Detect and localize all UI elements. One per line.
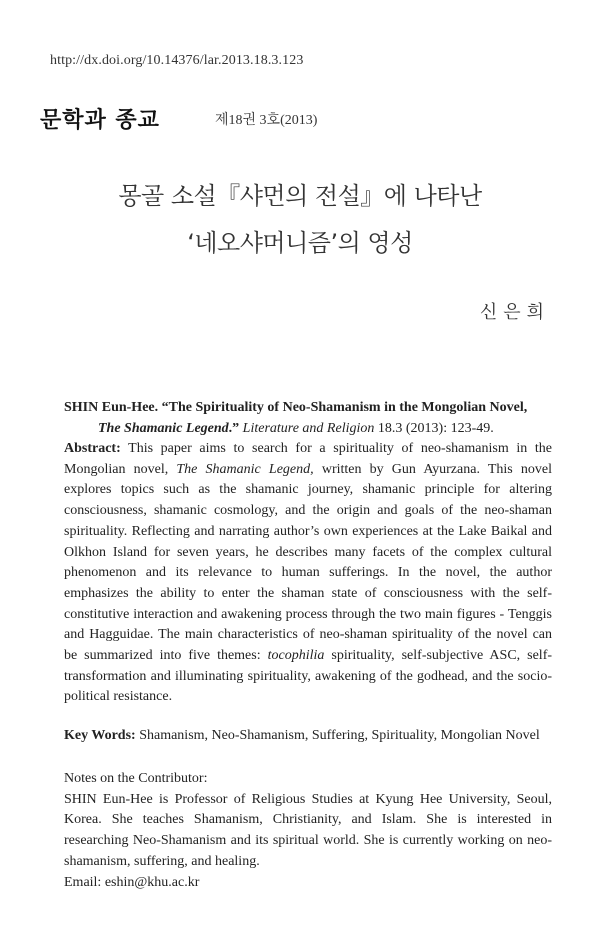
keywords-label: Key Words: [64,728,136,743]
journal-name: 문학과 종교 [40,108,160,133]
issue-info: 제18권 3호(2013) [215,113,318,128]
citation-line-1: SHIN Eun-Hee. “The Spirituality of Neo-Shamanism in the Mongolian Novel, [64,400,528,415]
contributor-notes [64,769,552,893]
keywords-list: Shamanism, Neo-Shamanism, Suffering, Spirituality, Mongolian Novel [139,728,540,743]
citation-details: 18.3 (2013): 123-49. [377,420,494,436]
citation-novel-title: The Shamanic Legend [98,420,229,436]
keywords [64,728,540,744]
abstract-text-1: This paper aims to search for a spirituality of neo-shamanism in the Mongolian novel, [64,441,552,477]
notes-text: SHIN Eun-Hee is Professor of Religious Studies at Kyung Hee University, Seoul, Korea. She teaches Shamanism, Christianity, and Islam. She is interested in researching Neo-Shamanism and its spiritual world. She is currently working on neo-shamanism, suffering, and healing. [64,791,552,869]
title-line-2: ‘네오샤머니즘’의 영성 [187,229,413,257]
citation-quote-close: .” [228,420,240,436]
citation [64,398,552,439]
abstract [64,439,552,708]
paper-title [0,173,600,267]
abstract-novel-title: The Shamanic Legend, [176,461,314,477]
doi-link[interactable]: http://dx.doi.org/10.14376/lar.2013.18.3.123 [50,53,304,68]
author-name-korean: 신은희 [479,302,550,323]
abstract-label: Abstract: [64,441,121,456]
abstract-tocophilia: tocophilia [267,648,325,664]
abstract-text-2: written by Gun Ayurzana. This novel explores topics such as the shamanic journey, shamanic principle for altering consciousness, shamanic cosmology, and the origin and goals of the neo-shaman spirituality. Reflecting and narrating author’s own experiences at the Lake Baikal and Olkhon Island for seven years, he describes many facets of the complex cultural phenomenon and its relevance to human sufferings. In the novel, the author emphasizes the ability to enter the shaman state of consciousness with the self-constitutive interaction and awakening process through the two main figures - Tenggis and Hagguidae. The main characteristics of neo-shaman spirituality of the novel can be summarized into five themes: [64,461,553,664]
title-line-1: 몽골 소설『샤먼의 전설』에 나타난 [118,182,482,210]
abstract-text-3: spirituality, self-subjective ASC, self-transformation and illuminating spirituality, awakening of the godhead, and the socio-political resistance. [64,648,553,705]
contributor-email[interactable]: Email: eshin@khu.ac.kr [64,874,200,890]
notes-heading: Notes on the Contributor: [64,771,208,786]
citation-journal: Literature and Religion [242,420,375,436]
citation-line-2 [64,419,552,440]
